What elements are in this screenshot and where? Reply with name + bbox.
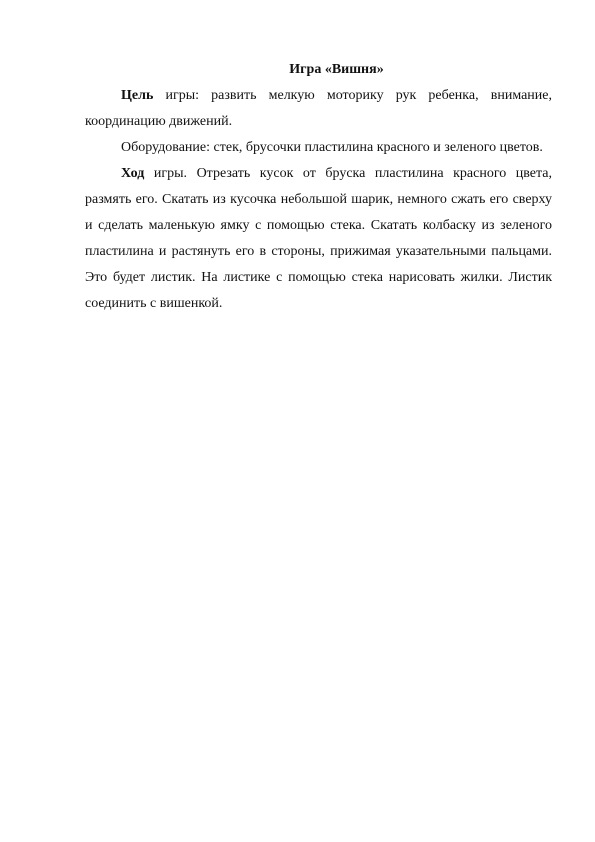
document-body [85,57,552,317]
procedure-label: Ход [121,166,145,181]
document-title: Игра «Вишня» [289,62,384,77]
equipment-text: Оборудование: стек, брусочки пластилина красного и зеленого цветов. [121,140,543,155]
goal-label: Цель [121,88,154,103]
procedure-text: игры. Отрезать кусок от бруска пластилина красного цвета, размять его. Скатать из кусочка небольшой шарик, немного сжать его сверху и сделать маленькую ямку с помощью стека. Скатать колбаску из зеленого пластилина и растянуть его в стороны, прижимая указательными пальцами. Это будет листик. На листике с помощью стека нарисовать жилки. Листик соединить с вишенкой. [85,166,552,311]
goal-text: игры: развить мелкую моторику рук ребенка, внимание, координацию движений. [85,88,552,129]
procedure-paragraph [85,161,552,317]
goal-paragraph [85,83,552,135]
equipment-paragraph [85,135,552,161]
